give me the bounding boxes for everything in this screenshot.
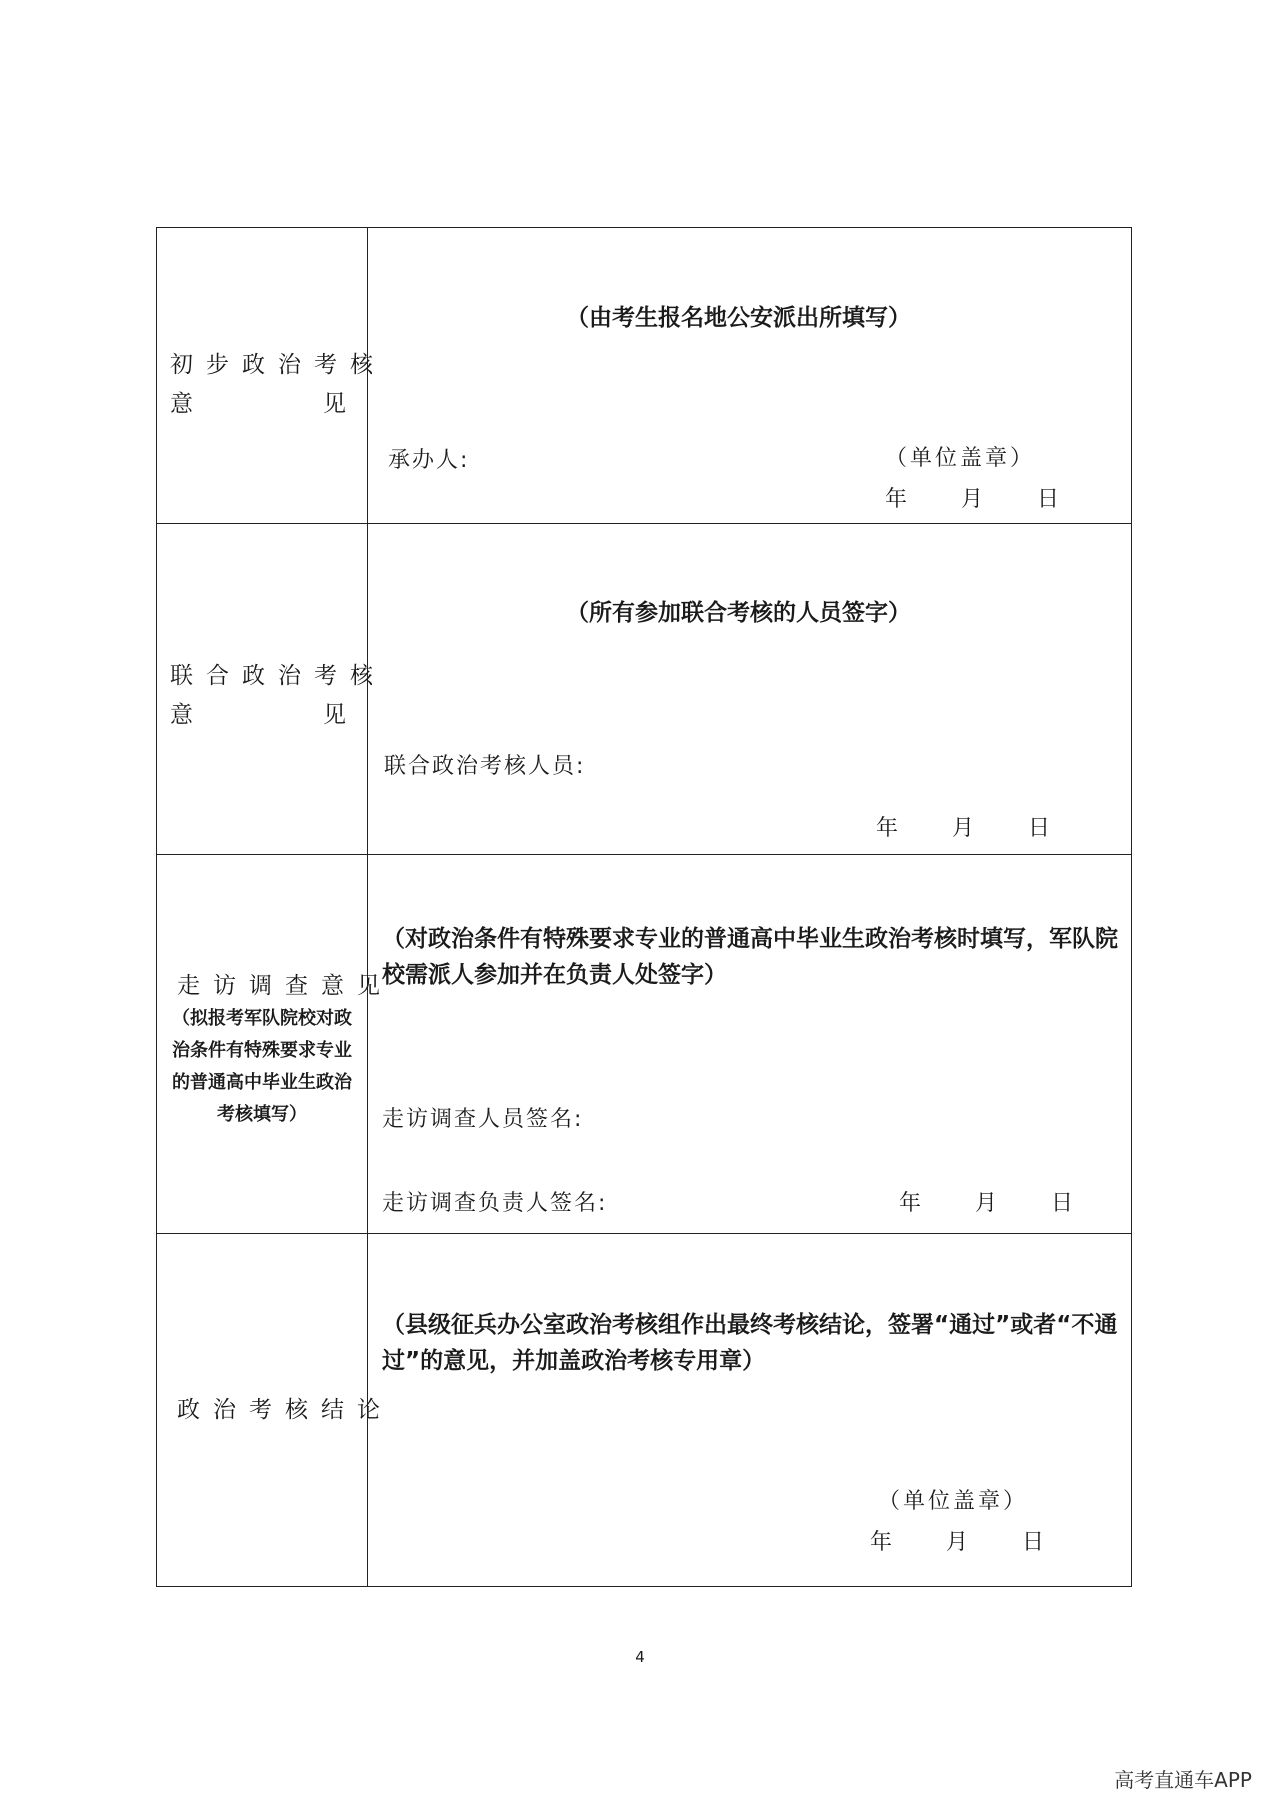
row-label: 政治考核结论 [177,1397,393,1423]
joint-reviewers-field-label: 联合政治考核人员: [384,754,586,779]
instruction-note: （所有参加联合考核的人员签字） [566,600,911,626]
label-cell [157,855,393,1234]
row-label-sub: 意 见 [170,391,346,417]
visit-staff-signature-label: 走访调查人员签名: [382,1107,584,1132]
row-label: 初步政治考核 [170,352,386,378]
date-line: 年 月 日 [876,816,1051,841]
content-cell [368,855,1132,1234]
political-review-form [156,227,1132,1587]
date-line: 年 月 日 [885,487,1060,512]
row-label-sub: 意 见 [170,702,346,728]
label-cell [157,228,386,524]
watermark: 高考直通车APP [1114,1768,1252,1792]
instruction-note: （对政治条件有特殊要求专业的普通高中毕业生政治考核时填写，军队院校需派人参加并在负责人处签字） [382,926,1118,988]
row-label: 走访调查意见 [177,973,393,999]
unit-seal-label: （单位盖章） [878,1489,1029,1514]
content-cell [368,228,1132,524]
form-row-joint [157,524,1132,855]
instruction-note: （由考生报名地公安派出所填写） [566,305,911,331]
form-row-visit [157,855,1132,1234]
visit-leader-signature-label: 走访调查负责人签名: [382,1191,608,1216]
unit-seal-label: （单位盖章） [885,446,1036,471]
label-cell [157,524,386,855]
form-row-conclusion [157,1234,1132,1587]
page-number: 4 [635,1648,645,1666]
form-row-preliminary [157,228,1132,524]
date-line: 年 月 日 [870,1530,1045,1555]
instruction-note: （县级征兵办公室政治考核组作出最终考核结论，签署“通过”或者“不通过”的意见，并加盖政治考核专用章） [382,1312,1118,1374]
row-label-note: （拟报考军队院校对政治条件有特殊要求专业的普通高中毕业生政治考核填写） [172,1008,352,1125]
content-cell [368,1234,1132,1587]
content-cell [368,524,1132,855]
handler-field-label: 承办人: [388,448,470,473]
label-cell [157,1234,393,1587]
date-line: 年 月 日 [899,1191,1074,1216]
row-label: 联合政治考核 [170,663,386,689]
